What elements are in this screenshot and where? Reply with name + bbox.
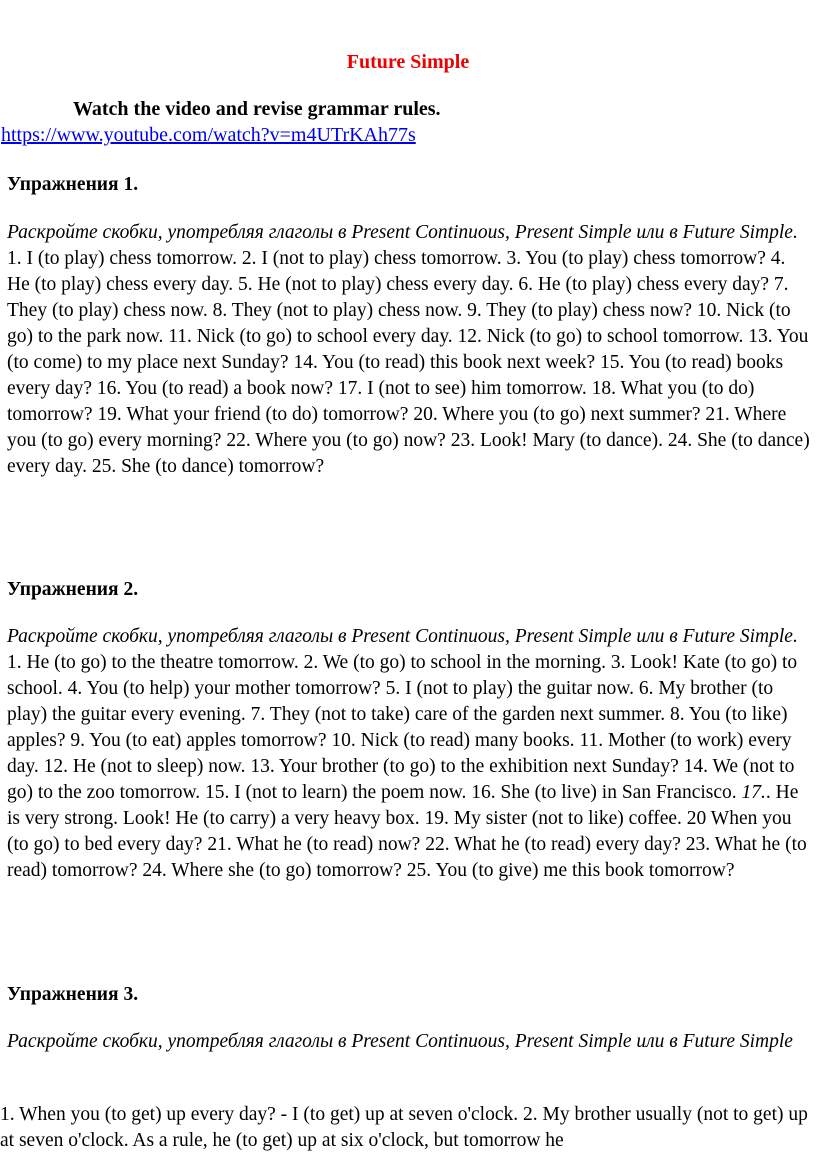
exercise-1 (7, 220, 813, 480)
exercise-2-heading: Упражнения 2. (7, 579, 139, 600)
exercise-3-body: 1. When you (to get) up every day? - I (to get) up at seven o'clock. 2. My brother usually (not to get) up at seven o'clock. As a rule, he (to get) up at six o'clock, but tomorrow he (0, 1104, 808, 1151)
youtube-link[interactable]: https://www.youtube.com/watch?v=m4UTrKAh77s (1, 124, 416, 146)
exercise-3-instruction: Раскройте скобки, употребляя глаголы в Present Continuous, Present Simple или в Future Simple (7, 1031, 793, 1052)
exercise-2-body-part1: 1. He (to go) to the theatre tomorrow. 2. We (to go) to school in the morning. 3. Look! Kate (to go) to school. 4. You (to help) your mother tomorrow? 5. I (not to play) the guitar now. 6. My brother (to play) the guitar every evening. 7. They (not to take) care of the garden next summer. 8. You (to like) apples? 9. You (to eat) apples tomorrow? 10. Nick (to read) many books. 11. Mother (to work) every day. 12. He (not to sleep) now. 13. Your brother (to go) to the exhibition next Sunday? 14. We (not to go) to the zoo tomorrow. 15. I (not to learn) the poem now. 16. She (to live) in San Francisco. (7, 652, 798, 803)
exercise-2-body (7, 652, 807, 881)
exercise-1-heading: Упражнения 1. (7, 174, 139, 195)
instructions-line: Watch the video and revise grammar rules. (73, 98, 441, 120)
exercise-2-body-part2: . He is very strong. Look! He (to carry) a very heavy box. 19. My sister (not to like) coffee. 20 When you (to go) to bed every day? 21. What he (to read) now? 22. What he (to read) every day? 23. What he (to read) tomorrow? 24. Where she (to go) tomorrow? 25. You (to give) me this book tomorrow? (7, 782, 807, 881)
document-title: Future Simple (346, 51, 470, 73)
exercise-2-instruction: Раскройте скобки, употребляя глаголы в Present Continuous, Present Simple или в Future Simple. (7, 626, 798, 647)
exercise-1-instruction: Раскройте скобки, употребляя глаголы в Present Continuous, Present Simple или в Future Simple. (7, 222, 798, 243)
exercise-2 (7, 624, 813, 884)
exercise-1-body: 1. I (to play) chess tomorrow. 2. I (not to play) chess tomorrow. 3. You (to play) chess tomorrow? 4. He (to play) chess every day. 5. He (not to play) chess every day. 6. He (to play) chess every day? 7. They (to play) chess now. 8. They (not to play) chess now. 9. They (to play) chess now? 10. Nick (to go) to the park now. 11. Nick (to go) to school every day. 12. Nick (to go) to school tomorrow. 13. You (to come) to my place next Sunday? 14. You (to read) this book next week? 15. You (to read) books every day? 16. You (to read) a book now? 17. I (not to see) him tomorrow. 18. What you (to do) tomorrow? 19. What your friend (to do) tomorrow? 20. Where you (to go) next summer? 21. Where you (to go) every morning? 22. Where you (to go) now? 23. Look! Mary (to dance). 24. She (to dance) every day. 25. She (to dance) tomorrow? (7, 248, 810, 477)
exercise-3-heading: Упражнения 3. (7, 984, 139, 1005)
exercise-2-body-italic: 17. (741, 782, 766, 803)
exercise-3-instruction-block (7, 1029, 813, 1055)
